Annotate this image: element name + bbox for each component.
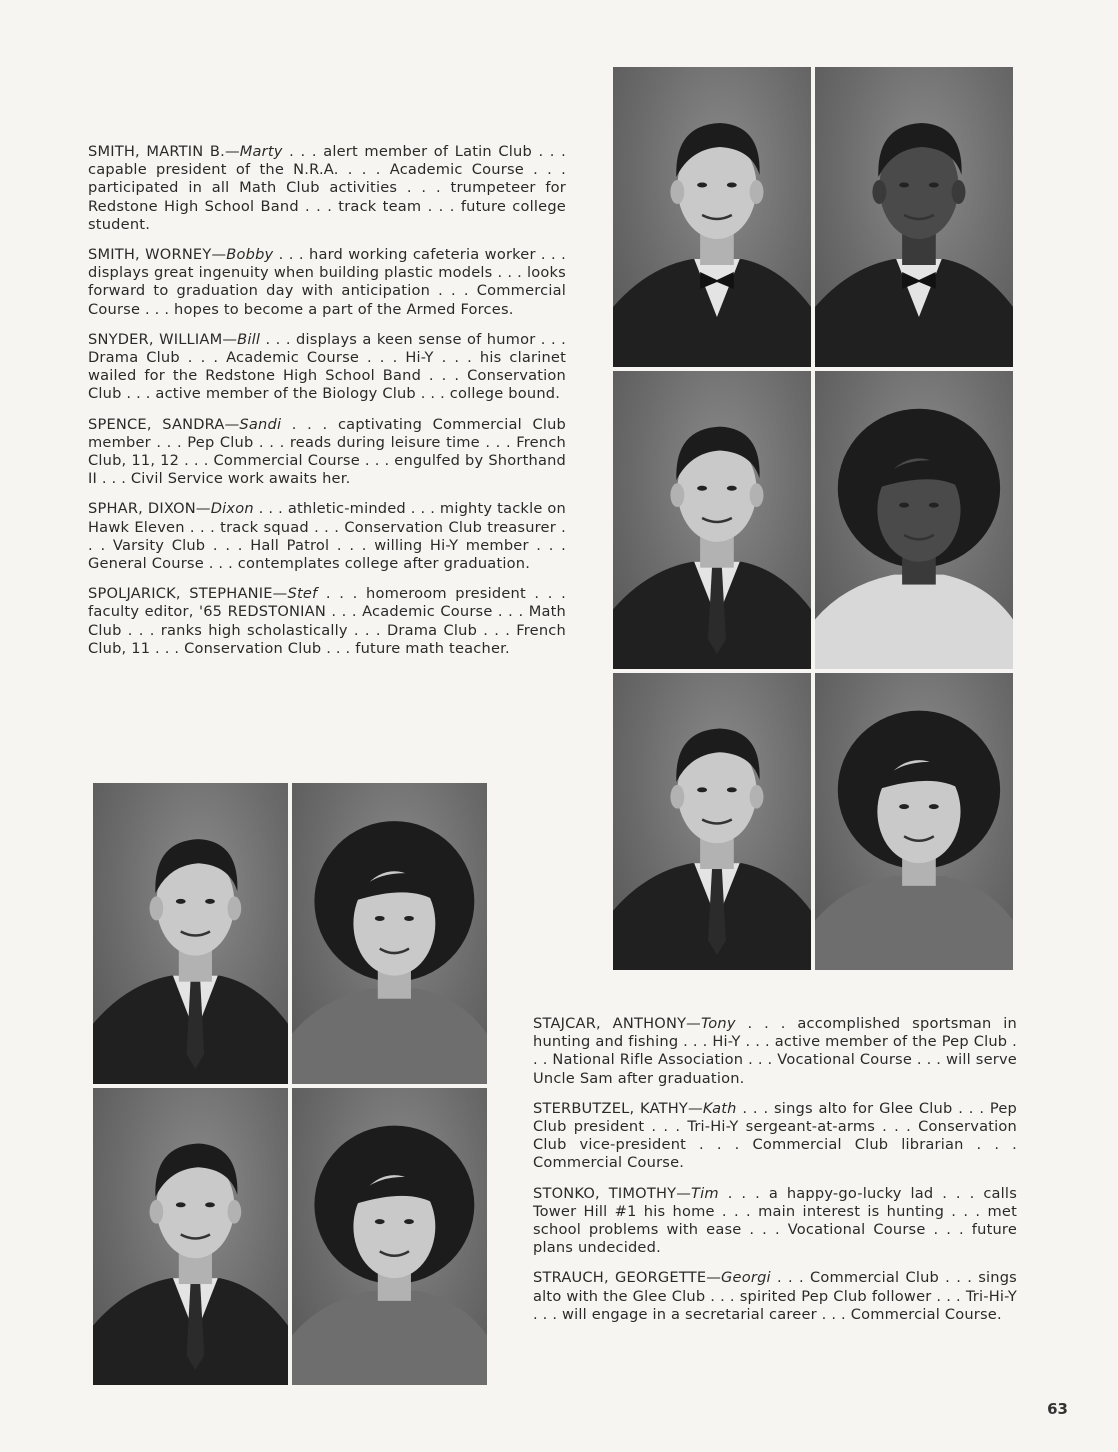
bio-entry xyxy=(533,1100,1017,1173)
bio-nickname: Tim xyxy=(691,1184,719,1202)
bio-text: . . . accomplished sportsman in hunting and fishing . . . Hi-Y . . . active member of the Pep Club . . . National Rifle Association . . . Vocational Course . . . will serve Uncle Sam after graduation. xyxy=(533,1015,1017,1087)
bio-nickname: Tony xyxy=(700,1015,736,1032)
bio-name: STERBUTZEL, KATHY— xyxy=(533,1099,703,1117)
bio-name: SMITH, WORNEY— xyxy=(88,246,227,264)
bio-entry xyxy=(88,585,566,658)
bio-entry xyxy=(533,1015,1017,1088)
student-portrait-photo xyxy=(613,673,811,970)
bio-text: . . . alert member of Latin Club . . . capable president of the N.R.A. . . . Academic Course . . . participated in all Math Club activities . . . trumpeteer for Redstone High School Band . . . track team . . . future college student. xyxy=(88,143,566,233)
student-portrait-photo xyxy=(815,673,1013,970)
bio-name: SMITH, MARTIN B.— xyxy=(88,143,240,160)
bio-nickname: Bobby xyxy=(226,246,274,264)
bio-nickname: Georgi xyxy=(721,1269,771,1287)
bio-text: . . . captivating Commercial Club member . . . Pep Club . . . reads during leisure time . . . French Club, 11, 12 . . . Commercial Course . . . engulfed by Shorthand II . . . Civil Service work awaits her. xyxy=(88,415,566,488)
bio-entry xyxy=(88,143,566,234)
bio-text: . . . a happy-go-lucky lad . . . calls Tower Hill #1 his home . . . main interest is hunting . . . met school problems with ease . . . Vocational Course . . . future plans undecided. xyxy=(533,1184,1017,1257)
bio-entry xyxy=(533,1185,1017,1258)
student-portrait-photo xyxy=(93,1088,288,1385)
bio-entry xyxy=(88,500,566,573)
student-portrait-photo xyxy=(815,371,1013,669)
bio-nickname: Kath xyxy=(702,1099,737,1117)
student-portrait-photo xyxy=(815,67,1013,367)
student-portrait-photo xyxy=(613,67,811,367)
bio-nickname: Stef xyxy=(287,585,318,603)
bio-text: . . . hard working cafeteria worker . . . displays great ingenuity when building plastic models . . . looks forward to graduation day with anticipation . . . Commercial Course . . . hopes to become a part of the Armed Forces. xyxy=(88,246,566,318)
student-portrait-photo xyxy=(613,371,811,669)
bio-name: SNYDER, WILLIAM— xyxy=(88,330,238,348)
bio-nickname: Sandi xyxy=(239,415,282,433)
student-portrait-photo xyxy=(292,783,487,1084)
left-photo-grid xyxy=(93,783,487,1385)
bio-text: . . . Commercial Club . . . sings alto with the Glee Club . . . spirited Pep Club follower . . . Tri-Hi-Y . . . will engage in a secretarial career . . . Commercial Course. xyxy=(533,1269,1017,1323)
bio-name: STRAUCH, GEORGETTE— xyxy=(533,1269,722,1287)
bio-name: STAJCAR, ANTHONY— xyxy=(533,1015,701,1032)
bio-name: SPENCE, SANDRA— xyxy=(88,415,240,433)
page-number: 63 xyxy=(1047,1400,1068,1418)
right-bio-column xyxy=(533,1015,1017,1336)
bio-name: STONKO, TIMOTHY— xyxy=(533,1184,692,1202)
bio-entry xyxy=(88,246,566,319)
bio-text: . . . athletic-minded . . . mighty tackle on Hawk Eleven . . . track squad . . . Conservation Club treasurer . . . Varsity Club . . . Hall Patrol . . . willing Hi-Y member . . . General Course . . . contemplates college after graduation. xyxy=(88,500,566,573)
bio-text: . . . displays a keen sense of humor . . . Drama Club . . . Academic Course . . . Hi-Y . . . his clarinet wailed for the Redstone High School Band . . . Conservation Club . . . active member of the Biology Club . . . college bound. xyxy=(88,330,566,403)
bio-text: . . . homeroom president . . . faculty editor, '65 REDSTONIAN . . . Academic Course . . . Math Club . . . ranks high scholastically . . . Drama Club . . . French Club, 11 . . . Conservation Club . . . future math teacher. xyxy=(88,585,566,657)
bio-name: SPOLJARICK, STEPHANIE— xyxy=(88,585,288,603)
right-photo-grid xyxy=(613,67,1013,970)
left-bio-column xyxy=(88,143,566,670)
bio-name: SPHAR, DIXON— xyxy=(88,500,211,518)
bio-entry xyxy=(533,1269,1017,1324)
student-portrait-photo xyxy=(93,783,288,1084)
student-portrait-photo xyxy=(292,1088,487,1385)
bio-text: . . . sings alto for Glee Club . . . Pep Club president . . . Tri-Hi-Y sergeant-at-arms . . . Conservation Club vice-president . . . Commercial Club librarian . . . Commercial Course. xyxy=(533,1099,1017,1172)
bio-nickname: Bill xyxy=(237,330,261,348)
bio-nickname: Dixon xyxy=(210,500,254,518)
bio-entry xyxy=(88,416,566,489)
bio-entry xyxy=(88,331,566,404)
bio-nickname: Marty xyxy=(239,143,283,160)
